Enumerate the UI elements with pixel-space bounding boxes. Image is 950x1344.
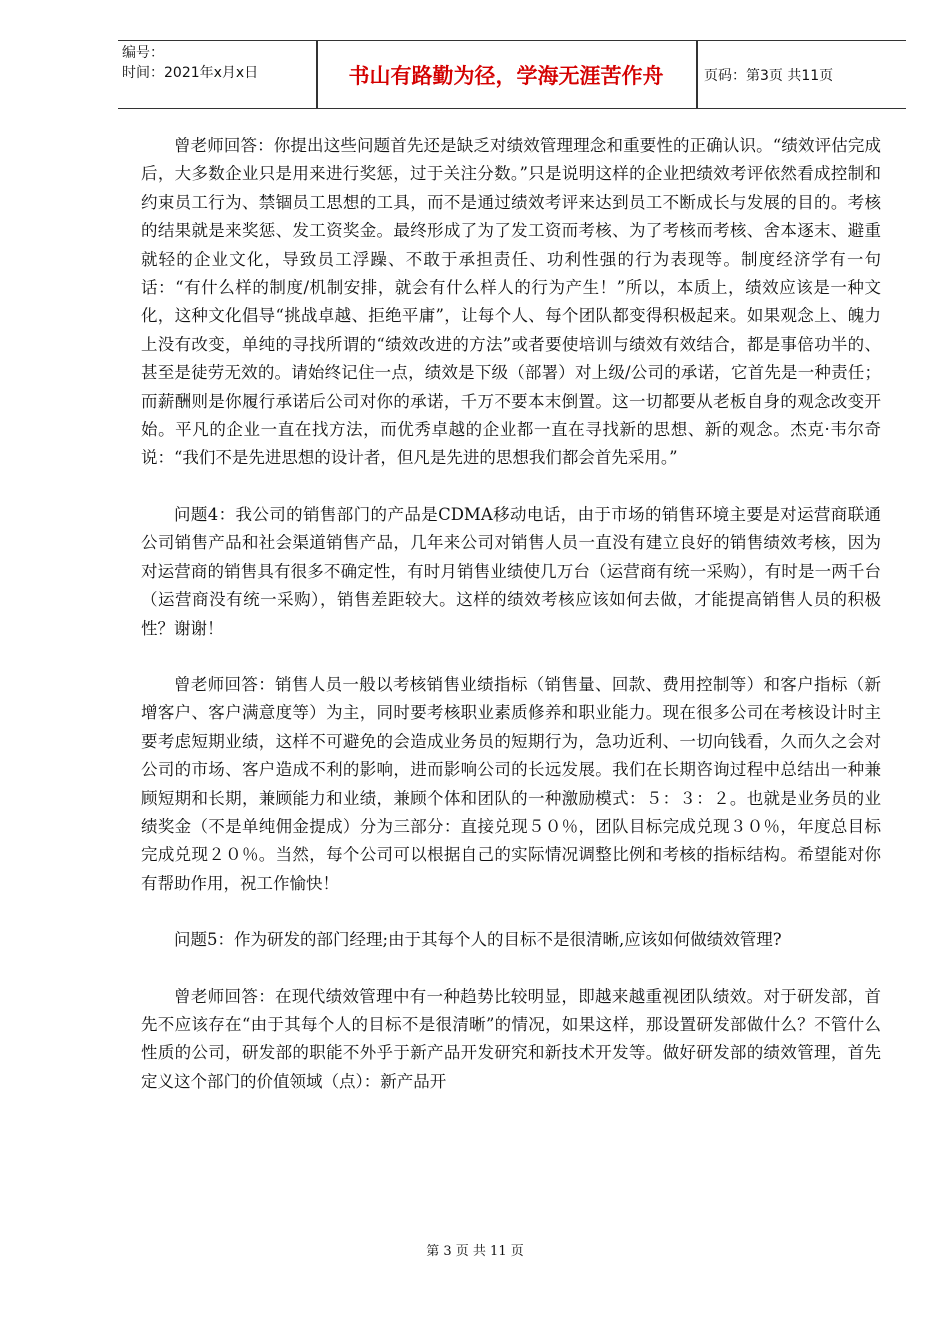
question-paragraph: 问题5：作为研发的部门经理;由于其每个人的目标不是很清晰,应该如何做绩效管理?: [174, 930, 782, 950]
document-time-label: 时间：2021年x月x日: [122, 65, 259, 81]
header-page-info: 页码：第3页 共11页: [704, 67, 834, 84]
document-number-label: 编号：: [122, 45, 164, 61]
question-paragraph: 问题4：我公司的销售部门的产品是CDMA移动电话，由于市场的销售环境主要是对运营商联通公司销售产品和社会渠道销售产品，几年来公司对销售人员一直没有建立良好的销售绩效考核，因为对运营商的销售具有很多不确定性，有时月销售业绩使几万台（运营商有统一采购），有时是一两千台（运营商没有统一采购），销售差距较大。这样的绩效考核应该如何去做，才能提高销售人员的积极性？谢谢！: [141, 504, 881, 638]
page-footer: 第 3 页 共 11 页: [426, 1244, 524, 1259]
answer-paragraph: 曾老师回答：你提出这些问题首先还是缺乏对绩效管理理念和重要性的正确认识。“绩效评估完成后，大多数企业只是用来进行奖惩，过于关注分数。”只是说明这样的企业把绩效考评依然看成控制和约束员工行为、禁锢员工思想的工具，而不是通过绩效考评来达到员工不断成长与发展的目的。考核的结果就是来奖惩、发工资奖金。最终形成了为了发工资而考核、为了考核而考核、舍本逐末、避重就轻的企业文化，导致员工浮躁、不敢于承担责任、功利性强的行为表现等。制度经济学有一句话：“有什么样的制度/机制安排，就会有什么样人的行为产生！”所以，本质上，绩效应该是一种文化，这种文化倡导“挑战卓越、拒绝平庸”，让每个人、每个团队都变得积极起来。如果观念上、魄力上没有改变，单纯的寻找所谓的“绩效改进的方法”或者要使培训与绩效有效结合，都是事倍功半的、甚至是徒劳无效的。请始终记住一点，绩效是下级（部署）对上级/公司的承诺，它首先是一种责任；而薪酬则是你履行承诺后公司对你的承诺，千万不要本末倒置。这一切都要从老板自身的观念改变开始。平凡的企业一直在找方法，而优秀卓越的企业都一直在寻找新的思想、新的观念。杰克·韦尔奇说：“我们不是先进思想的设计者，但凡是先进的思想我们都会首先采用。”: [141, 136, 881, 468]
header-motto: 书山有路勤为径，学海无涯苦作舟: [348, 63, 664, 88]
page-header: [118, 40, 906, 109]
answer-paragraph: 曾老师回答：在现代绩效管理中有一种趋势比较明显，即越来越重视团队绩效。对于研发部，首先不应该存在“由于其每个人的目标不是很清晰”的情况，如果这样，那设置研发部做什么？不管什么性质的公司，研发部的职能不外乎于新产品开发研究和新技术开发等。做好研发部的绩效管理，首先定义这个部门的价值领域（点）：新产品开: [141, 986, 881, 1091]
header-meta: [118, 41, 316, 108]
document-body: [141, 132, 881, 1096]
answer-paragraph: 曾老师回答：销售人员一般以考核销售业绩指标（销售量、回款、费用控制等）和客户指标（新增客户、客户满意度等）为主，同时要考核职业素质修养和职业能力。现在很多公司在考核设计时主要考虑短期业绩，这样不可避免的会造成业务员的短期行为，急功近利、一切向钱看，久而久之会对公司的市场、客户造成不利的影响，进而影响公司的长远发展。我们在长期咨询过程中总结出一种兼顾短期和长期，兼顾能力和业绩，兼顾个体和团队的一种激励模式：５：３：２。也就是业务员的业绩奖金（不是单纯佣金提成）分为三部分：直接兑现５０％，团队目标完成兑现３０％，年度总目标完成兑现２０％。当然，每个公司可以根据自己的实际情况调整比例和考核的指标结构。希望能对你有帮助作用，祝工作愉快！: [141, 674, 881, 893]
